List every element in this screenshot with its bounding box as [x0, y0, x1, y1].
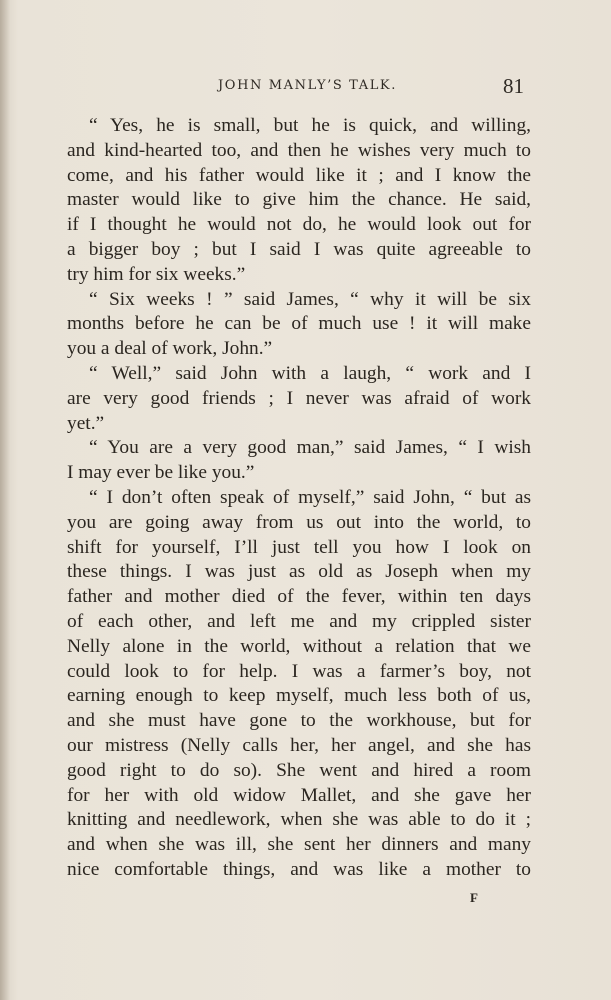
text-line: knitting and needlework, when she was able to do it ; — [67, 809, 531, 831]
text-line: master would like to give him the chance. He said, — [67, 189, 531, 211]
text-line: months before he can be of much use ! it will make — [67, 313, 531, 335]
text-line: nice comfortable things, and was like a mother to — [67, 858, 531, 880]
gutter-shadow — [0, 0, 10, 1000]
text-line: shift for yourself, I’ll just tell you how I look on — [67, 536, 531, 558]
text-line: these things. I was just as old as Joseph when my — [67, 561, 531, 583]
text-line: good right to do so). She went and hired a room — [67, 759, 531, 781]
text-line: try him for six weeks.” — [67, 263, 246, 285]
text-line: “ Six weeks ! ” said James, “ why it will be six — [89, 288, 531, 310]
body-text — [67, 114, 531, 883]
text-line: “ Well,” said John with a laugh, “ work and I — [89, 362, 531, 384]
text-line: and she must have gone to the workhouse, but for — [67, 710, 531, 732]
running-title: JOHN MANLY’S TALK. — [218, 78, 397, 93]
text-line: you a deal of work, John.” — [67, 338, 273, 360]
text-line: of each other, and left me and my crippled sister — [67, 610, 531, 632]
text-line: a bigger boy ; but I said I was quite agreeable to — [67, 238, 531, 260]
text-line: our mistress (Nelly calls her, her angel, and she has — [67, 734, 531, 756]
text-line: come, and his father would like it ; and I know the — [67, 164, 531, 186]
text-line: are very good friends ; I never was afraid of work — [67, 387, 531, 409]
text-line: earning enough to keep myself, much less both of us, — [67, 685, 531, 707]
text-line: father and mother died of the fever, within ten days — [67, 586, 531, 608]
signature-mark: F — [470, 890, 478, 905]
text-line: you are going away from us out into the world, to — [67, 511, 531, 533]
text-line: yet.” — [67, 412, 105, 434]
text-line: “ You are a very good man,” said James, “ I wish — [89, 437, 531, 459]
text-line: Nelly alone in the world, without a relation that we — [67, 635, 531, 657]
text-line: I may ever be like you.” — [67, 462, 255, 484]
page-number: 81 — [503, 74, 524, 98]
text-line: “ Yes, he is small, but he is quick, and willing, — [89, 115, 531, 136]
text-line: could look to for help. I was a farmer’s boy, not — [67, 660, 531, 682]
text-line: for her with old widow Mallet, and she gave her — [67, 784, 531, 806]
text-line: and kind-hearted too, and then he wishes very much to — [67, 139, 531, 161]
text-line: if I thought he would not do, he would look out for — [67, 214, 531, 236]
text-line: “ I don’t often speak of myself,” said John, “ but as — [89, 486, 531, 508]
text-line: and when she was ill, she sent her dinners and many — [67, 834, 531, 856]
